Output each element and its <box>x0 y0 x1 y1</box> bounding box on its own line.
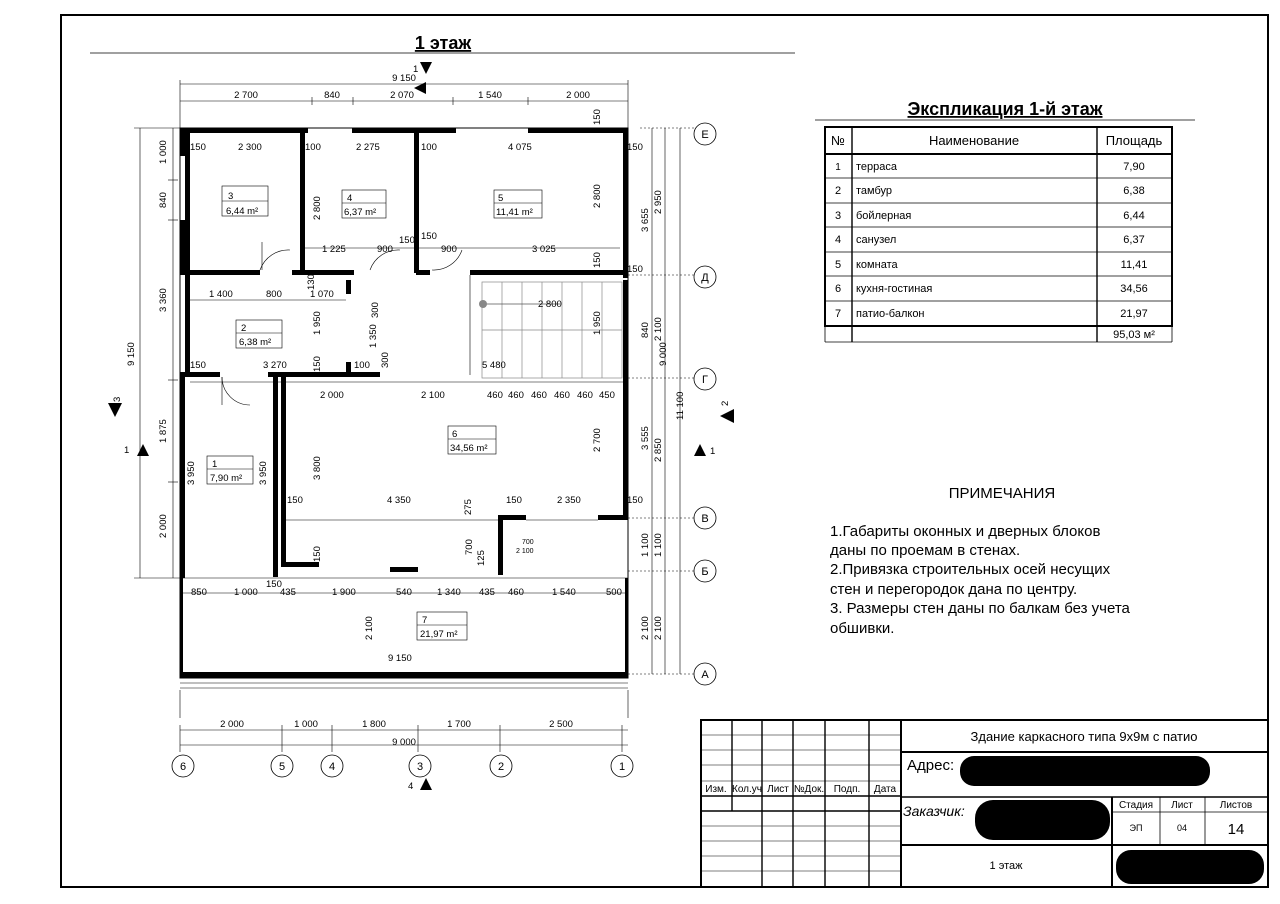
right-total-dim: 11 100 <box>675 391 686 420</box>
right-dim: 3 555 <box>640 426 651 450</box>
dim-text: 150 <box>190 360 206 371</box>
dim-text: 2 100 <box>421 390 445 401</box>
dim-text: 150 <box>592 109 603 125</box>
row-area: 6,44 <box>1123 210 1145 222</box>
section-mark: 2 <box>720 400 731 406</box>
title-block <box>701 720 1268 887</box>
dim-text: 435 <box>479 587 495 598</box>
sheet-label: Лист <box>1171 800 1193 811</box>
dim-text: 700 <box>522 539 534 546</box>
dim-text: 800 <box>266 289 282 300</box>
row-area: 34,56 <box>1120 283 1148 295</box>
axis-label: 1 <box>618 761 626 773</box>
right-dim: 2 100 <box>640 616 651 640</box>
right-dim: 2 950 <box>653 190 664 214</box>
overall-width-dim: 9 150 <box>392 73 416 84</box>
svg-text:11,41 m²: 11,41 m² <box>496 207 533 218</box>
top-dim: 2 070 <box>390 90 414 101</box>
dim-text: 2 800 <box>538 299 562 310</box>
svg-text:6: 6 <box>452 429 458 440</box>
dim-text: 1 000 <box>234 587 258 598</box>
right-dim: 1 100 <box>640 533 651 557</box>
section-mark: 1 <box>413 64 419 75</box>
dim-text: 300 <box>380 352 391 368</box>
dim-text: 1 540 <box>552 587 576 598</box>
dim-text: 1 225 <box>322 244 346 255</box>
row-num: 5 <box>834 259 842 271</box>
explication-title: Экспликация 1-й этаж <box>907 99 1103 119</box>
dim-text: 2 000 <box>320 390 344 401</box>
room-label-6 <box>448 426 496 454</box>
explication-table <box>815 99 1195 342</box>
bottom-dim: 1 800 <box>362 719 386 730</box>
dim-text: 150 <box>506 495 522 506</box>
svg-text:4: 4 <box>347 193 353 204</box>
svg-text:34,56 m²: 34,56 m² <box>450 443 488 454</box>
left-dim: 1 000 <box>158 140 169 164</box>
note-line: 2.Привязка строительных осей несущих <box>830 561 1111 578</box>
dim-text: 150 <box>312 356 323 372</box>
tb-col-header: Подп. <box>833 784 861 795</box>
section-arrow-icon <box>420 62 432 74</box>
room-label-4 <box>342 190 386 218</box>
section-arrow-icon <box>420 778 432 790</box>
section-arrow-icon <box>108 403 122 417</box>
address-label: Адрес: <box>907 757 955 774</box>
notes <box>830 485 1131 637</box>
section-mark: 1 <box>124 445 130 456</box>
row-name: комната <box>856 259 898 271</box>
right-dim: 2 100 <box>653 317 664 341</box>
note-line: стен и перегородок дана по центру. <box>830 581 1078 598</box>
axis-label: 2 <box>497 761 505 773</box>
section-mark: 4 <box>408 781 414 792</box>
col-header: Площадь <box>1105 133 1163 148</box>
dim-text: 100 <box>354 360 370 371</box>
stair-start-icon <box>479 300 487 308</box>
dim-text: 1 900 <box>332 587 356 598</box>
dim-text: 275 <box>463 499 474 515</box>
top-dim: 2 700 <box>234 90 258 101</box>
row-area: 21,97 <box>1120 308 1148 320</box>
redacted-org <box>1116 850 1264 884</box>
row-num: 6 <box>834 283 842 295</box>
section-arrow-icon <box>694 444 706 456</box>
svg-text:6,38 m²: 6,38 m² <box>239 337 272 348</box>
svg-text:7: 7 <box>422 615 428 626</box>
plan-title: 1 этаж <box>414 33 472 53</box>
row-num: 1 <box>835 162 841 173</box>
svg-text:6,44 m²: 6,44 m² <box>226 206 259 217</box>
dim-text: 150 <box>312 546 323 562</box>
sheet-title: 1 этаж <box>989 860 1023 872</box>
row-area: 6,37 <box>1123 234 1145 246</box>
svg-text:1: 1 <box>212 459 218 470</box>
dim-text: 1 950 <box>592 311 603 335</box>
dim-text: 150 <box>399 235 415 246</box>
section-mark: 3 <box>112 396 123 402</box>
dim-text: 460 <box>487 390 503 401</box>
section-arrow-icon <box>720 409 734 423</box>
section-mark: 1 <box>710 446 716 457</box>
dim-text: 1 070 <box>310 289 334 300</box>
dim-text: 150 <box>627 495 643 506</box>
sheet-value: 04 <box>1176 823 1188 833</box>
dim-text: 2 800 <box>312 196 323 220</box>
svg-text:21,97 m²: 21,97 m² <box>420 629 458 640</box>
dim-text: 150 <box>592 252 603 268</box>
right-dim: 3 655 <box>640 208 651 232</box>
row-area: 7,90 <box>1123 161 1145 173</box>
top-dim: 1 540 <box>478 90 502 101</box>
dim-text: 1 350 <box>368 324 379 348</box>
dim-text: 3 800 <box>312 456 323 480</box>
note-line: даны по проемам в стенах. <box>830 542 1021 559</box>
room-label-2 <box>236 320 282 348</box>
dim-text: 900 <box>441 244 457 255</box>
dim-text: 2 300 <box>238 142 262 153</box>
dim-text: 850 <box>191 587 207 598</box>
svg-text:2: 2 <box>241 323 247 334</box>
axis-label: В <box>701 513 709 525</box>
row-num: 2 <box>834 185 842 197</box>
notes-title: ПРИМЕЧАНИЯ <box>948 485 1056 502</box>
svg-text:7,90 m²: 7,90 m² <box>210 473 243 484</box>
left-dim: 840 <box>158 192 169 208</box>
axis-label: Д <box>701 272 709 284</box>
dim-text: 540 <box>396 587 412 598</box>
tb-col-header: Кол.уч <box>732 784 762 795</box>
dim-text: 9 150 <box>388 653 412 664</box>
dim-text: 3 950 <box>186 461 197 485</box>
bottom-dim: 1 700 <box>447 719 471 730</box>
dim-text: 3 950 <box>258 461 269 485</box>
row-name: терраса <box>856 161 898 173</box>
dim-text: 100 <box>421 142 437 153</box>
note-line: обшивки. <box>830 620 895 637</box>
note-line: 1.Габариты оконных и дверных блоков <box>830 523 1101 540</box>
row-num: 4 <box>834 234 842 246</box>
row-num: 7 <box>834 308 842 320</box>
dim-text: 2 700 <box>592 428 603 452</box>
dim-text: 4 350 <box>387 495 411 506</box>
left-dim: 3 360 <box>158 288 169 312</box>
dim-text: 150 <box>287 495 303 506</box>
bottom-dim: 2 500 <box>549 719 573 730</box>
tb-col-header: Дата <box>873 784 897 795</box>
row-name: бойлерная <box>856 210 912 222</box>
row-name: тамбур <box>856 185 893 197</box>
top-dim: 2 000 <box>566 90 590 101</box>
row-area: 11,41 <box>1120 259 1148 271</box>
axis-label: 4 <box>328 761 336 773</box>
dim-text: 3 025 <box>532 244 556 255</box>
sheets-label: Листов <box>1219 800 1253 811</box>
svg-text:5: 5 <box>498 193 504 204</box>
svg-text:6,37 m²: 6,37 m² <box>344 207 377 218</box>
col-header: Наименование <box>928 133 1020 148</box>
left-total-dim: 9 150 <box>126 342 137 366</box>
row-area: 6,38 <box>1123 185 1145 197</box>
svg-text:3: 3 <box>228 191 234 202</box>
dim-text: 5 480 <box>482 360 506 371</box>
dim-text: 1 340 <box>437 587 461 598</box>
right-total-dim: 9 000 <box>658 342 669 366</box>
dim-text: 500 <box>606 587 622 598</box>
room-label-5 <box>494 190 542 218</box>
dim-text: 4 075 <box>508 142 532 153</box>
total-area: 95,03 м² <box>1113 329 1155 341</box>
bottom-total-dim: 9 000 <box>392 737 416 748</box>
dim-text: 700 <box>464 539 475 555</box>
axis-label: Б <box>701 566 709 578</box>
axis-label: А <box>701 669 709 681</box>
dim-text: 150 <box>190 142 206 153</box>
stage-value: ЭП <box>1129 823 1143 833</box>
axis-label: 5 <box>278 761 286 773</box>
right-dim: 840 <box>640 322 651 338</box>
section-arrow-icon <box>137 444 149 456</box>
dim-text: 150 <box>627 264 643 275</box>
row-name: санузел <box>856 234 897 246</box>
dim-text: 2 100 <box>364 616 375 640</box>
left-dim: 2 000 <box>158 514 169 538</box>
row-num: 3 <box>834 210 842 222</box>
dim-text: 3 270 <box>263 360 287 371</box>
right-dim: 2 850 <box>653 438 664 462</box>
dim-text: 900 <box>377 244 393 255</box>
dim-text: 150 <box>421 231 437 242</box>
dim-text: 460 <box>508 587 524 598</box>
dim-text: 125 <box>476 550 487 566</box>
row-name: патио-балкон <box>856 308 925 320</box>
tb-col-header: Лист <box>767 784 789 795</box>
axis-label: 3 <box>416 761 424 773</box>
dim-text: 150 <box>627 142 643 153</box>
axis-label: 6 <box>179 761 187 773</box>
stage-label: Стадия <box>1118 800 1154 811</box>
dim-text: 450 <box>599 390 615 401</box>
dim-text: 460 <box>508 390 524 401</box>
dim-text: 460 <box>554 390 570 401</box>
axis-label: Е <box>701 129 709 141</box>
dim-text: 130 <box>306 274 317 290</box>
dim-text: 2 100 <box>516 548 534 555</box>
redacted-address <box>960 756 1210 786</box>
row-name: кухня-гостиная <box>856 283 933 295</box>
col-header: № <box>831 133 845 148</box>
left-dim: 1 875 <box>158 419 169 443</box>
bottom-dim: 1 000 <box>294 719 318 730</box>
note-line: 3. Размеры стен даны по балкам без учета <box>830 600 1130 617</box>
room-label-3 <box>222 186 268 217</box>
dim-text: 2 350 <box>557 495 581 506</box>
dim-text: 435 <box>280 587 296 598</box>
dim-text: 100 <box>305 142 321 153</box>
dim-text: 300 <box>370 302 381 318</box>
redacted-customer <box>975 800 1110 840</box>
room-label-1 <box>207 456 253 484</box>
tb-col-header: Изм. <box>705 784 727 795</box>
dim-text: 460 <box>577 390 593 401</box>
dim-text: 2 800 <box>592 184 603 208</box>
axis-label: Г <box>702 374 708 386</box>
sheets-value: 14 <box>1227 821 1245 838</box>
right-dim: 2 100 <box>653 616 664 640</box>
room-label-7 <box>417 612 467 640</box>
bottom-dim: 2 000 <box>220 719 244 730</box>
dim-text: 460 <box>531 390 547 401</box>
dim-text: 1 400 <box>209 289 233 300</box>
right-dim: 1 100 <box>653 533 664 557</box>
dim-text: 1 950 <box>312 311 323 335</box>
top-dim: 840 <box>324 90 340 101</box>
customer-label: Заказчик: <box>903 803 965 819</box>
tb-col-header: №Док. <box>793 784 825 795</box>
project-name: Здание каркасного типа 9х9м с патио <box>970 729 1198 744</box>
dim-text: 2 275 <box>356 142 380 153</box>
floor-plan <box>108 62 734 792</box>
dim-text: 150 <box>266 579 282 590</box>
